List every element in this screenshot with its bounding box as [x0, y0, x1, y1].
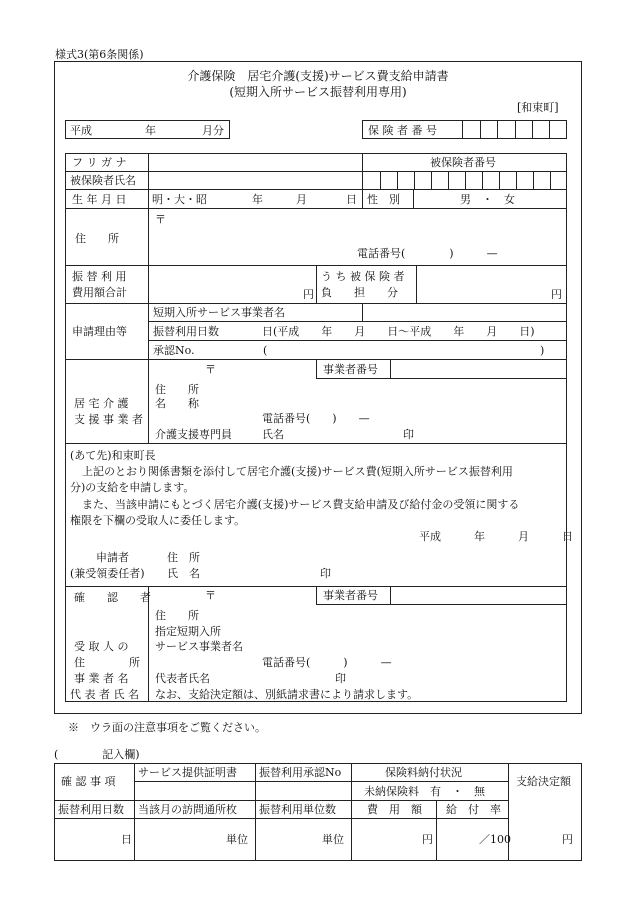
decl-line3: また、当該申請にもとづく居宅介護(支援)サービス費支給申請及び給付金の受領に関する	[82, 498, 520, 511]
office-decision: 支給決定額	[516, 775, 571, 788]
office-v-day: 日	[121, 833, 132, 846]
birth-year: 年	[252, 193, 263, 206]
form-id: 様式3(第6条関係)	[55, 48, 144, 61]
self-pay-label1: う ち 被 保 険 者	[321, 270, 405, 283]
receiver-seal: 印	[335, 672, 346, 685]
confirm-label: 確 認 者	[74, 591, 151, 604]
receiver-postal: 〒	[205, 589, 216, 602]
office-v-unit2: 単位	[322, 833, 344, 846]
form-subtitle: (短期入所サービス振替利用専用)	[229, 85, 407, 99]
care-provider-label2: 支 援 事 業 者	[74, 413, 143, 426]
receiver-left-3: 事 業 者 名	[74, 672, 129, 685]
office-days: 振替利用日数	[58, 803, 124, 816]
birthdate-label: 生 年 月 日	[72, 193, 127, 206]
care-postal: 〒	[205, 363, 216, 376]
municipality-tag: [和束町]	[517, 101, 559, 114]
care-name: 名 称	[155, 397, 199, 410]
office-unpaid[interactable]: 未納保険料 有 ・ 無	[364, 785, 485, 798]
addressee: (あて先)和束町長	[70, 449, 156, 462]
receiver-biz-no: 事業者番号	[323, 589, 378, 602]
office-v-unit1: 単位	[226, 833, 248, 846]
care-seal: 印	[403, 428, 414, 441]
provider-name-label: 短期入所サービス事業者名	[153, 306, 285, 319]
care-manager-name: 氏名	[262, 428, 284, 441]
decl-line1: 上記のとおり関係書類を添付して居宅介護(支援)サービス費(短期入所サービス振替利用	[82, 465, 513, 478]
care-manager: 介護支援専門員	[155, 428, 232, 441]
receiver-left-4: 代 表 者 氏 名	[70, 688, 139, 701]
period-era: 平成	[70, 124, 92, 137]
address-postal: 〒	[155, 213, 166, 226]
care-phone: 電話番号( ) —	[262, 412, 370, 425]
office-v-rate: ／100	[479, 833, 511, 846]
furigana-label: フ リ ガ ナ	[72, 156, 127, 169]
furikae-label2: 費用額合計	[72, 286, 127, 299]
approval-paren-close: )	[540, 344, 545, 357]
office-service-cert: サービス提供証明書	[138, 766, 237, 779]
receiver-phone: 電話番号( ) —	[262, 656, 392, 669]
office-confirm-items: 確 認 事 項	[61, 775, 116, 788]
office-v-yen: 円	[422, 833, 433, 846]
self-pay-yen: 円	[551, 288, 562, 301]
receiver-address: 住 所	[155, 609, 199, 622]
period-year: 年	[145, 124, 156, 137]
days-label: 振替利用日数	[153, 325, 219, 338]
days-detail: 日(平成 年 月 日〜平成 年 月 日)	[262, 325, 535, 338]
care-biz-no-label: 事業者番号	[323, 363, 378, 376]
applicant-seal: 印	[320, 567, 331, 580]
care-provider-label1: 居 宅 介 護	[74, 397, 129, 410]
insured-no-label: 被保険者番号	[430, 156, 496, 169]
reason-label: 申請理由等	[72, 325, 127, 338]
receiver-rep-name: 代表者氏名	[155, 672, 210, 685]
receiver-designated: 指定短期入所	[155, 625, 221, 638]
decl-date: 平成 年 月 日	[419, 530, 573, 543]
address-label: 住 所	[75, 232, 119, 245]
applicant-label1: 申請者	[96, 551, 129, 564]
office-units: 振替利用単位数	[259, 803, 336, 816]
office-premium-status: 保険料納付状況	[385, 766, 462, 779]
receiver-note: なお、支給決定額は、別紙請求書により請求します。	[155, 688, 419, 701]
furikae-yen: 円	[303, 288, 314, 301]
office-visits: 当該月の訪問通所枚	[138, 803, 237, 816]
form-title: 介護保険 居宅介護(支援)サービス費支給申請書	[187, 69, 449, 83]
applicant-address: 住 所	[167, 551, 200, 564]
birth-eras: 明・大・昭	[152, 193, 207, 206]
receiver-left-2: 住 所	[74, 656, 140, 669]
applicant-name: 氏 名	[167, 567, 200, 580]
office-v-decision: 円	[562, 833, 573, 846]
applicant-label2: (兼受領委任者)	[70, 567, 145, 580]
care-address: 住 所	[155, 383, 199, 396]
birth-day: 日	[346, 193, 357, 206]
office-section-label: ( 記入欄)	[54, 748, 140, 761]
sex-options[interactable]: 男 ・ 女	[460, 193, 515, 206]
address-phone: 電話番号( ) —	[357, 247, 498, 260]
insurer-no-label: 保 険 者 番 号	[368, 124, 437, 137]
insured-name-label: 被保険者氏名	[70, 174, 136, 187]
sex-label: 性 別	[367, 193, 400, 206]
birth-month: 月	[296, 193, 307, 206]
furikae-label1: 振 替 利 用	[72, 270, 127, 283]
office-cost: 費 用 額	[367, 803, 422, 816]
office-approval-no: 振替利用承認No	[259, 766, 342, 779]
receiver-biz-name: サービス事業者名	[155, 640, 243, 653]
main-table	[65, 153, 567, 702]
office-rate: 給 付 率	[446, 803, 501, 816]
footnote: ※ ウラ面の注意事項をご覧ください。	[68, 721, 266, 734]
period-month: 月分	[202, 124, 224, 137]
approval-paren-open: (	[263, 344, 268, 357]
decl-line4: 権限を下欄の受取人に委任します。	[70, 514, 246, 527]
approval-label: 承認No.	[153, 344, 195, 357]
self-pay-label2: 負 担 分	[321, 286, 398, 299]
decl-line2: 分)の支給を申請します。	[70, 481, 195, 494]
receiver-left-1: 受 取 人 の	[74, 640, 129, 653]
